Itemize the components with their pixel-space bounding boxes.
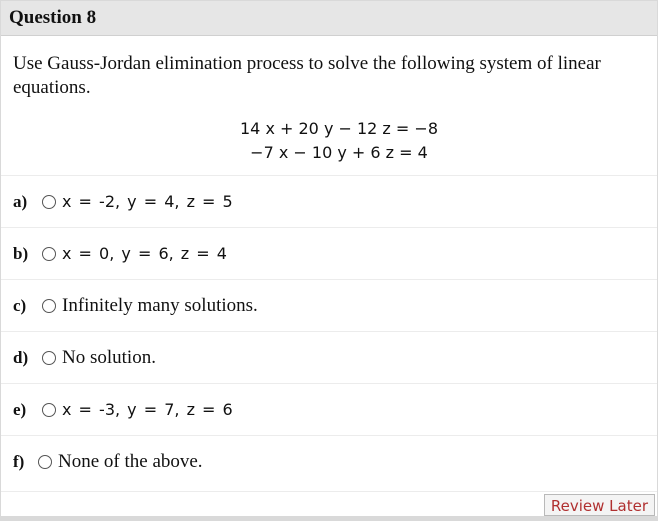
radio-button-c[interactable] bbox=[42, 299, 56, 313]
review-later-button[interactable]: Review Later bbox=[544, 494, 655, 516]
equation-2: −7 x − 10 y + 6 z = 4 bbox=[250, 143, 428, 162]
option-text: Infinitely many solutions. bbox=[62, 294, 258, 316]
footer-divider bbox=[1, 516, 657, 520]
option-text: x = -2, y = 4, z = 5 bbox=[62, 192, 233, 211]
question-header bbox=[1, 1, 657, 36]
option-f[interactable] bbox=[1, 435, 657, 487]
option-e[interactable] bbox=[1, 383, 657, 435]
radio-button-d[interactable] bbox=[42, 351, 56, 365]
option-text: No solution. bbox=[62, 346, 156, 368]
option-text: x = 0, y = 6, z = 4 bbox=[62, 244, 227, 263]
question-footer bbox=[1, 491, 657, 520]
option-text: x = -3, y = 7, z = 6 bbox=[62, 400, 233, 419]
radio-button-f[interactable] bbox=[38, 455, 52, 469]
radio-button-e[interactable] bbox=[42, 403, 56, 417]
option-letter: f) bbox=[13, 451, 25, 471]
option-letter: a) bbox=[13, 191, 28, 211]
option-letter: e) bbox=[13, 399, 27, 419]
option-letter: b) bbox=[13, 243, 29, 263]
option-letter: c) bbox=[13, 295, 27, 315]
option-d[interactable] bbox=[1, 331, 657, 383]
answer-options bbox=[1, 175, 657, 487]
question-title: Question 8 bbox=[9, 7, 97, 28]
equation-1: 14 x + 20 y − 12 z = −8 bbox=[240, 119, 438, 138]
option-text: None of the above. bbox=[58, 450, 203, 472]
option-b[interactable] bbox=[1, 227, 657, 279]
question-prompt: Use Gauss-Jordan elimination process to solve the following system of linear equations. bbox=[13, 53, 601, 98]
option-a[interactable] bbox=[1, 175, 657, 227]
option-c[interactable] bbox=[1, 279, 657, 331]
radio-button-b[interactable] bbox=[42, 247, 56, 261]
equation-system bbox=[1, 117, 657, 165]
option-letter: d) bbox=[13, 347, 29, 367]
radio-button-a[interactable] bbox=[42, 195, 56, 209]
